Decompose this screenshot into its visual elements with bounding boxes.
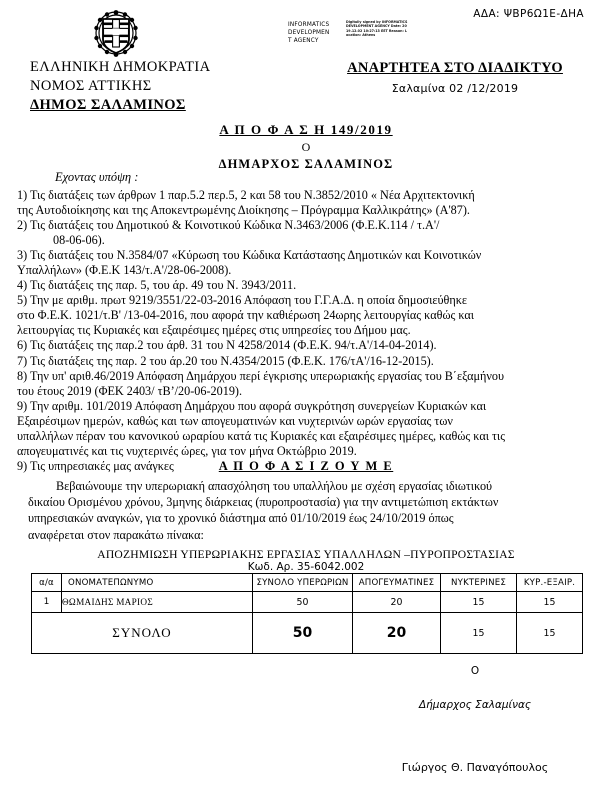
clause-4-line-1: 4) Τις διατάξεις της παρ. 5, του άρ. 49 του Ν. 3943/2011.	[17, 278, 297, 293]
table-row	[32, 592, 583, 613]
clause-1-line-2: της Αυτοδιοίκησης και της Αποκεντρωμένης Διοίκησης – Πρόγραμμα Καλλικράτης» (Α'87).	[17, 203, 470, 218]
decision-line-4: αναφέρεται στον παρακάτω πίνακα:	[28, 527, 204, 542]
agency-line-1: INFORMATICS	[288, 20, 330, 28]
clause-8-line-2: του έτους 2019 (ΦΕΚ 2403/ τΒ’/20-06-2019).	[17, 383, 243, 398]
table-header-row	[32, 574, 583, 592]
decision-line-1: Βεβαιώνουμε την υπερωριακή απασχόληση του υπαλλήλου με σχέση εργασίας ιδιωτικού	[56, 479, 493, 493]
authority-line-3: ΔΗΜΟΣ ΣΑΛΑΜΙΝΟΣ	[30, 97, 186, 113]
signature-block	[355, 665, 595, 774]
column-header-total-overtime: ΣΥΝΟΛΟ ΥΠΕΡΩΡΙΩΝ	[253, 574, 353, 592]
column-header-afternoon: ΑΠΟΓΕΥΜΑΤΙΝΕΣ	[353, 574, 441, 592]
clause-3-line-2: Υπαλλήλων» (Φ.Ε.Κ 143/τ.Α'/28-06-2008).	[17, 263, 232, 278]
table-caption: ΑΠΟΖΗΜΙΩΣΗ ΥΠΕΡΩΡΙΑΚΗΣ ΕΡΓΑΣΙΑΣ ΥΠΑΛΛΗΛΩΝ –ΠΥΡΟΠΡΟΣΤΑΣΙΑΣ	[97, 548, 515, 561]
clause-8-line-1: 8) Την υπ' αριθ.46/2019 Απόφαση Δημάρχου περί έγκρισης υπερωριακής εργασίας του Β΄εξαμήνου	[17, 368, 505, 383]
table-budget-code: Κωδ. Αρ. 35-6042.002	[247, 561, 365, 573]
clause-9-line-3: υπαλλήλων πέραν του κανονικού ωραρίου κατά τις Κυριακές και εξαιρέσιμες ημέρες, καθώς και τις	[17, 428, 506, 443]
cell-afternoon: 20	[353, 592, 441, 613]
total-afternoon: 20	[353, 613, 441, 654]
overtime-table	[31, 573, 583, 654]
publication-block	[320, 60, 590, 95]
signature-name: Γιώργος Θ. Παναγόπουλος	[401, 761, 549, 774]
column-header-sunday-holiday: ΚΥΡ.-ΕΞΑΙΡ.	[517, 574, 583, 592]
clause-5-line-3: λειτουργίας τις Κυριακές και εξαιρέσιμες ημέρες στις υπηρεσίες του Δήμου μας.	[17, 323, 411, 338]
decision-line-2: δικαίου Ορισμένου χρόνου, 3μηνης διάρκειας (πυροπροστασία) για την αντιμετώπιση εκτάκτων	[28, 495, 499, 510]
table-total-row	[32, 613, 583, 654]
publication-notice: ΑΝΑΡΤΗΤΕΑ ΣΤΟ ΔΙΑΔΙΚΤΥΟ	[347, 60, 563, 76]
issuing-authority	[30, 58, 280, 115]
cell-index: 1	[32, 592, 62, 613]
digital-signature-stamp	[288, 20, 408, 56]
signature-detail: Digitally signed by INFORMATICS DEVELOPMENT AGENCY Date: 2019.12.02 10:27:13 EET Reason: Location: Athens	[346, 20, 408, 38]
signature-agency-name	[288, 20, 342, 56]
place-and-date: Σαλαμίνα 02 /12/2019	[391, 82, 519, 95]
having-regard-label: Εχοντας υπόψη :	[55, 170, 139, 184]
signature-article: Ο	[470, 665, 480, 677]
authority-line-1: ΕΛΛΗΝΙΚΗ ΔΗΜΟΚΡΑΤΙΑ	[30, 59, 211, 75]
total-night: 15	[441, 613, 517, 654]
clause-2-line-2: 08-06-06).	[53, 233, 105, 248]
decision-issuer: ΔΗΜΑΡΧΟΣ ΣΑΛΑΜΙΝΟΣ	[218, 157, 394, 171]
clause-1-line-1: 1) Τις διατάξεις των άρθρων 1 παρ.5.2 περ.5, 2 και 58 του Ν.3852/2010 « Νέα Αρχιτεκτονική	[17, 188, 475, 202]
clause-5-line-2: στο Φ.Ε.Κ. 1021/τ.Β' /13-04-2016, που αφορά την καθιέρωση 24ωρης λειτουργίας καθώς και	[17, 308, 475, 323]
decision-title-block	[0, 122, 612, 172]
total-sunday-holiday: 15	[517, 613, 583, 654]
clause-6-line-1: 6) Τις διατάξεις της παρ.2 του άρθ. 31 του Ν 4258/2014 (Φ.Ε.Κ. 94/τ.Α'/14-04-2014).	[17, 338, 437, 353]
cell-employee-name: ΘΩΜΑΙΔΗΣ ΜΑΡΙΟΣ	[62, 592, 253, 613]
decision-body	[28, 478, 588, 543]
signature-role: Δήμαρχος Σαλαμίνας	[418, 699, 532, 711]
decision-heading: Α Π Ο Φ Α Σ Ι Ζ Ο Υ Μ Ε	[218, 459, 394, 473]
clause-9b-line-1: 9) Τις υπηρεσιακές μας ανάγκες	[17, 458, 174, 473]
cell-total-overtime: 50	[253, 592, 353, 613]
document-header	[0, 0, 612, 118]
total-label: ΣΥΝΟΛΟ	[32, 613, 253, 654]
column-header-index: α/α	[32, 574, 62, 592]
column-header-night: ΝΥΚΤΕΡΙΝΕΣ	[441, 574, 517, 592]
agency-line-2: DEVELOPMEN	[288, 28, 330, 37]
legal-clauses-list	[17, 188, 595, 474]
clause-7-line-1: 7) Τις διατάξεις της παρ. 2 του άρ.20 του Ν.4354/2015 (Φ.Ε.Κ. 176/τΑ'/16-12-2015).	[17, 353, 434, 368]
decision-number: Α Π Ο Φ Α Σ Η 149/2019	[219, 122, 393, 137]
clause-9-line-4: απογευματινές και τις νυχτερινές ώρες, για τον μήνα Οκτώβριο 2019.	[17, 443, 357, 458]
title-article: Ο	[301, 140, 311, 154]
authority-line-2: ΝΟΜΟΣ ΑΤΤΙΚΗΣ	[30, 78, 152, 94]
agency-line-3: T AGENCY	[288, 36, 319, 45]
clause-5-line-1: 5) Την με αριθμ. πρωτ 9219/3551/22-03-2016 Απόφαση του Γ.Γ.Α.Δ. η οποία δημοσιεύθηκε	[17, 293, 468, 308]
total-overtime: 50	[253, 613, 353, 654]
clause-9-line-1: 9) Την αριθμ. 101/2019 Απόφαση Δημάρχου που αφορά συγκρότηση συνεργείων Κυριακών και	[17, 398, 487, 413]
clause-9-line-2: Εξαιρέσιμων ημερών, καθώς και των απογευματινών και νυχτερινών ωρών εργασίας των	[17, 413, 453, 428]
greek-coat-of-arms-icon	[90, 8, 142, 58]
clause-3-line-1: 3) Τις διατάξεις του Ν.3584/07 «Κύρωση του Κώδικα Κατάστασης Δημοτικών και Κοινοτικών	[17, 248, 482, 263]
ada-code: ΑΔΑ: ΨΒΡ6Ω1Ε-ΔΗΑ	[473, 8, 584, 20]
decision-line-3: υπηρεσιακών αναγκών, για το χρονικό διάστημα από 01/10/2019 έως 24/10/2019 όπως	[28, 511, 454, 526]
cell-sunday-holiday: 15	[517, 592, 583, 613]
cell-night: 15	[441, 592, 517, 613]
column-header-name: ΟΝΟΜΑΤΕΠΩΝΥΜΟ	[62, 574, 253, 592]
clause-2-line-1: 2) Τις διατάξεις του Δημοτικού & Κοινοτικού Κώδικα Ν.3463/2006 (Φ.Ε.Κ.114 / τ.Α'/	[17, 218, 440, 233]
